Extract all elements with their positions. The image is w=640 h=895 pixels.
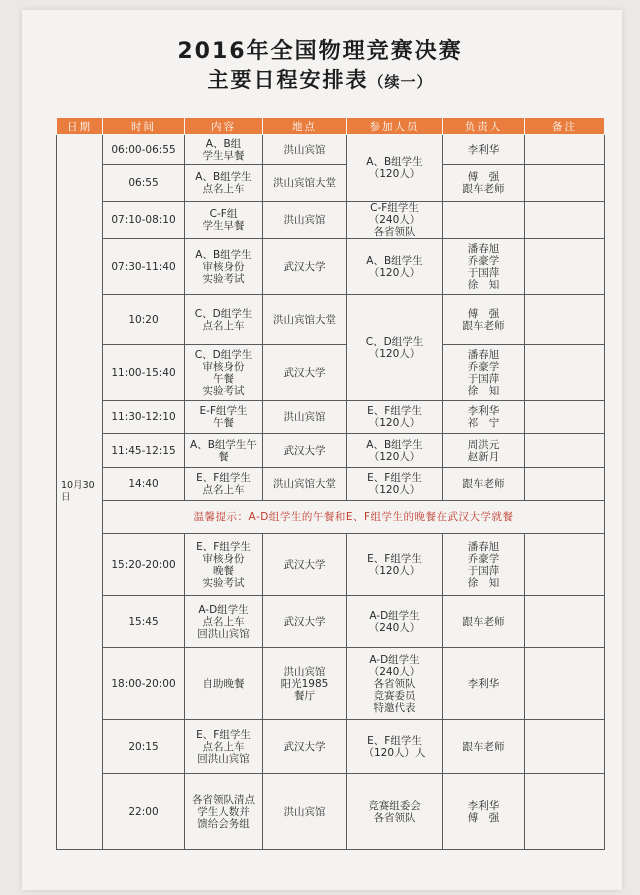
notes-cell bbox=[525, 596, 605, 648]
header-people: 参加人员 bbox=[347, 118, 443, 135]
table-row bbox=[57, 596, 605, 648]
table-header-row bbox=[57, 118, 605, 135]
place-cell: 洪山宾馆 阳光1985 餐厅 bbox=[263, 648, 347, 720]
content-cell: C-F组 学生早餐 bbox=[185, 202, 263, 239]
content-cell: A、B组学生午餐 bbox=[185, 434, 263, 468]
content-cell: E、F组学生 点名上车 回洪山宾馆 bbox=[185, 720, 263, 774]
date-cell: 10月30日 bbox=[57, 135, 103, 850]
notes-cell bbox=[525, 295, 605, 345]
place-cell: 武汉大学 bbox=[263, 434, 347, 468]
place-cell: 洪山宾馆大堂 bbox=[263, 165, 347, 202]
time-cell: 14:40 bbox=[103, 468, 185, 501]
time-cell: 11:45-12:15 bbox=[103, 434, 185, 468]
time-cell: 06:00-06:55 bbox=[103, 135, 185, 165]
time-cell: 07:10-08:10 bbox=[103, 202, 185, 239]
time-cell: 11:30-12:10 bbox=[103, 401, 185, 434]
place-cell: 洪山宾馆 bbox=[263, 135, 347, 165]
people-cell: A、B组学生 （120人） bbox=[347, 135, 443, 202]
leader-cell bbox=[443, 202, 525, 239]
place-cell: 洪山宾馆 bbox=[263, 401, 347, 434]
notes-cell bbox=[525, 345, 605, 401]
table-row bbox=[57, 345, 605, 401]
place-cell: 洪山宾馆大堂 bbox=[263, 295, 347, 345]
content-cell: E、F组学生 审核身份 晚餐 实验考试 bbox=[185, 534, 263, 596]
header-time: 时间 bbox=[103, 118, 185, 135]
notes-cell bbox=[525, 720, 605, 774]
content-cell: E、F组学生 点名上车 bbox=[185, 468, 263, 501]
place-cell: 武汉大学 bbox=[263, 239, 347, 295]
notes-cell bbox=[525, 135, 605, 165]
subtitle-suffix: （续一） bbox=[368, 73, 433, 91]
table-row bbox=[57, 165, 605, 202]
people-cell: A、B组学生 （120人） bbox=[347, 239, 443, 295]
header-place: 地点 bbox=[263, 118, 347, 135]
notes-cell bbox=[525, 534, 605, 596]
notes-cell bbox=[525, 774, 605, 850]
notes-cell bbox=[525, 434, 605, 468]
notice-text: 温馨提示：A-D组学生的午餐和E、F组学生的晚餐在武汉大学就餐 bbox=[103, 501, 605, 534]
notes-cell bbox=[525, 202, 605, 239]
table-row bbox=[57, 239, 605, 295]
people-cell: A-D组学生 （240人） 各省领队 竞赛委员 特邀代表 bbox=[347, 648, 443, 720]
people-cell: A-D组学生 （240人） bbox=[347, 596, 443, 648]
header-notes: 备注 bbox=[525, 118, 605, 135]
time-cell: 11:00-15:40 bbox=[103, 345, 185, 401]
place-cell: 武汉大学 bbox=[263, 720, 347, 774]
header-leader: 负责人 bbox=[443, 118, 525, 135]
header-date: 日期 bbox=[57, 118, 103, 135]
notes-cell bbox=[525, 239, 605, 295]
leader-cell: 李利华 祁 宁 bbox=[443, 401, 525, 434]
content-cell: 各省领队清点 学生人数并 馈给会务组 bbox=[185, 774, 263, 850]
people-cell: C、D组学生 （120人） bbox=[347, 295, 443, 401]
table-row bbox=[57, 202, 605, 239]
content-cell: A-D组学生 点名上车 回洪山宾馆 bbox=[185, 596, 263, 648]
schedule-table-wrap bbox=[56, 117, 604, 850]
table-row bbox=[57, 401, 605, 434]
place-cell: 武汉大学 bbox=[263, 345, 347, 401]
notes-cell bbox=[525, 648, 605, 720]
leader-cell: 李利华 bbox=[443, 648, 525, 720]
leader-cell: 李利华 傅 强 bbox=[443, 774, 525, 850]
place-cell: 洪山宾馆 bbox=[263, 202, 347, 239]
content-cell: A、B组 学生早餐 bbox=[185, 135, 263, 165]
leader-cell: 李利华 bbox=[443, 135, 525, 165]
time-cell: 15:20-20:00 bbox=[103, 534, 185, 596]
leader-cell: 傅 强 跟车老师 bbox=[443, 295, 525, 345]
people-cell: 竞赛组委会 各省领队 bbox=[347, 774, 443, 850]
subtitle-main: 主要日程安排表 bbox=[207, 68, 369, 92]
notes-cell bbox=[525, 165, 605, 202]
leader-cell: 潘春旭 乔豪学 于国萍 徐 知 bbox=[443, 534, 525, 596]
table-row bbox=[57, 720, 605, 774]
leader-cell: 傅 强 跟车老师 bbox=[443, 165, 525, 202]
place-cell: 洪山宾馆 bbox=[263, 774, 347, 850]
document-title: 2016年全国物理竞赛决赛 bbox=[177, 39, 463, 64]
table-row bbox=[57, 468, 605, 501]
time-cell: 06:55 bbox=[103, 165, 185, 202]
content-cell: 自助晚餐 bbox=[185, 648, 263, 720]
table-row bbox=[57, 774, 605, 850]
table-row bbox=[57, 135, 605, 165]
table-row bbox=[57, 648, 605, 720]
time-cell: 18:00-20:00 bbox=[103, 648, 185, 720]
place-cell: 洪山宾馆大堂 bbox=[263, 468, 347, 501]
content-cell: A、B组学生 审核身份 实验考试 bbox=[185, 239, 263, 295]
table-row bbox=[57, 295, 605, 345]
time-cell: 10:20 bbox=[103, 295, 185, 345]
leader-cell: 跟车老师 bbox=[443, 720, 525, 774]
leader-cell: 跟车老师 bbox=[443, 596, 525, 648]
notes-cell bbox=[525, 468, 605, 501]
people-cell: C-F组学生 （240人） 各省领队 bbox=[347, 202, 443, 239]
leader-cell: 潘春旭 乔豪学 于国萍 徐 知 bbox=[443, 345, 525, 401]
table-row bbox=[57, 534, 605, 596]
time-cell: 22:00 bbox=[103, 774, 185, 850]
time-cell: 15:45 bbox=[103, 596, 185, 648]
time-cell: 07:30-11:40 bbox=[103, 239, 185, 295]
place-cell: 武汉大学 bbox=[263, 534, 347, 596]
notice-row bbox=[57, 501, 605, 534]
people-cell: E、F组学生 （120人） bbox=[347, 534, 443, 596]
people-cell: E、F组学生 （120人） bbox=[347, 401, 443, 434]
header-content: 内容 bbox=[185, 118, 263, 135]
schedule-table bbox=[56, 117, 605, 850]
leader-cell: 潘春旭 乔豪学 于国萍 徐 知 bbox=[443, 239, 525, 295]
people-cell: A、B组学生 （120人） bbox=[347, 434, 443, 468]
content-cell: E-F组学生 午餐 bbox=[185, 401, 263, 434]
leader-cell: 周洪元 赵新月 bbox=[443, 434, 525, 468]
content-cell: C、D组学生 审核身份 午餐 实验考试 bbox=[185, 345, 263, 401]
document-subtitle bbox=[0, 64, 640, 94]
people-cell: E、F组学生 （120人）人 bbox=[347, 720, 443, 774]
content-cell: C、D组学生 点名上车 bbox=[185, 295, 263, 345]
leader-cell: 跟车老师 bbox=[443, 468, 525, 501]
time-cell: 20:15 bbox=[103, 720, 185, 774]
people-cell: E、F组学生 （120人） bbox=[347, 468, 443, 501]
table-row bbox=[57, 434, 605, 468]
place-cell: 武汉大学 bbox=[263, 596, 347, 648]
content-cell: A、B组学生 点名上车 bbox=[185, 165, 263, 202]
notes-cell bbox=[525, 401, 605, 434]
